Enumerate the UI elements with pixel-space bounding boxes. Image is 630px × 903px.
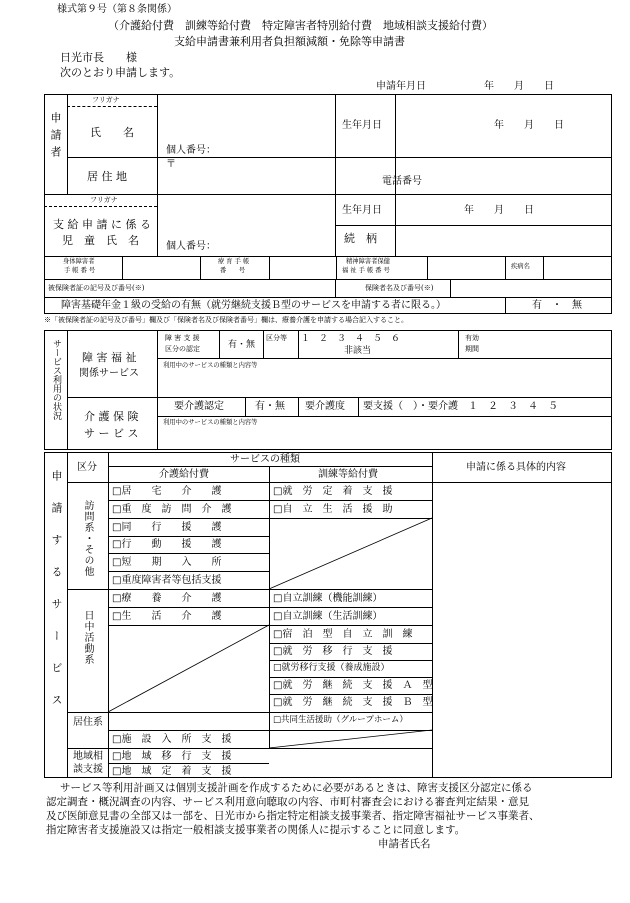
addressee: 日光市長 様 (60, 51, 137, 64)
insured-number-label: 被保険者証の記号及び番号(※) (48, 284, 145, 292)
care-insurance-label1: 介 護 保 険 (84, 410, 139, 423)
applicant-birth-value[interactable]: 年 月 日 (494, 120, 564, 131)
applicant-furigana-label: フリガナ (92, 96, 120, 104)
applicant-section-label: 申請者 (49, 112, 62, 163)
child-relation-label: 続 柄 (344, 232, 377, 245)
applicant-address-label: 居 住 地 (87, 170, 127, 183)
support-cert-label1: 障 害 支 援 (165, 334, 200, 342)
apply-date-value[interactable]: 年 月 日 (484, 81, 554, 92)
day-activity-group-label: 日中活動系 (82, 610, 93, 665)
care-level-label: 要介護度 (305, 401, 345, 412)
welfare-in-use-label: 利用中のサービスの種類と内容等 (163, 362, 258, 369)
service-option-regional-transition[interactable]: □地 域 移 行 支 援 (112, 751, 232, 762)
support-need-options[interactable]: 要支援（ ）・要介護 １ ２ ３ ４ ５ (363, 401, 558, 412)
support-cert-yes-no[interactable]: 有・無 (228, 340, 256, 350)
service-option-employment-transition[interactable]: □就 労 移 行 支 援 (273, 646, 393, 657)
valid-period-label1: 有効 (465, 334, 479, 342)
applicant-birth-label: 生年月日 (342, 120, 382, 131)
consent-line3: 及び医師意見書の全部又は一部を、日光市から指定特定相談支援事業者、指定障害福祉サービス事業者、 (46, 810, 540, 822)
service-option-continuation-a[interactable]: □就 労 継 続 支 援 Ａ 型 (273, 680, 433, 691)
valid-period-label2: 期間 (465, 345, 479, 353)
service-types-header: サービスの種類 (230, 454, 300, 465)
service-option-functional-training[interactable]: □自立訓練（機能訓練） (273, 593, 383, 604)
care-in-use-label: 利用中のサービスの種類と内容等 (163, 419, 258, 426)
applicant-signature-label[interactable]: 申請者氏名 (378, 838, 431, 850)
applicant-name-label: 氏 名 (90, 126, 134, 139)
mental-notebook-label2: 福 祉 手 帳 番 号 (342, 267, 390, 274)
insurance-note: ※「被保険者証の記号及び番号」欄及び「保険者名及び保険者番号」欄は、療養介護を申請する場合記入すること。 (44, 316, 408, 324)
usage-section-label: サービス利用の状況 (51, 339, 61, 420)
consent-line4: 指定障害者支援施設又は指定一般相談支援事業者の関係人に提示することに同意します。 (46, 824, 466, 836)
category-header: 区分 (77, 462, 97, 473)
service-option-regional-settlement[interactable]: □地 域 定 着 支 援 (112, 766, 232, 777)
residence-group-label: 居住系 (73, 717, 103, 728)
service-option-life-training[interactable]: □自立訓練（生活訓練） (273, 611, 383, 622)
care-cert-label: 要介護認定 (174, 401, 224, 412)
service-option-behavior[interactable]: □行 動 援 護 (112, 539, 222, 550)
care-insurance-label2: サ ー ビ ス (84, 427, 139, 440)
not-applicable-label[interactable]: 非該当 (344, 346, 372, 356)
service-option-transition-training-facility[interactable]: □就労移行支援（養成施設） (273, 663, 390, 673)
consent-line1: サービス等利用計画又は個別支援計画を作成するために必要があるときは、障害支援区分認定に係る (60, 782, 533, 794)
service-option-employment-retention[interactable]: □就 労 定 着 支 援 (273, 486, 393, 497)
welfare-service-label1: 障 害 福 祉 (82, 351, 137, 364)
care-cert-yes-no[interactable]: 有・無 (255, 401, 285, 412)
service-option-group-home[interactable]: □共同生活援助（グループホーム） (273, 715, 408, 725)
service-option-continuation-b[interactable]: □就 労 継 続 支 援 Ｂ 型 (273, 697, 433, 708)
training-benefit-header: 訓練等給付費 (318, 469, 378, 480)
applicant-individual-no[interactable]: 個人番号： (166, 145, 216, 156)
form-title-line1: （介護給付費 訓練等給付費 特定障害者特別給付費 地域相談支援給付費） (108, 19, 493, 32)
service-option-accompany[interactable]: □同 行 援 護 (112, 522, 222, 533)
physical-notebook-label2: 手 帳 番 号 (64, 267, 96, 274)
child-birth-label: 生年月日 (342, 205, 382, 216)
welfare-service-label2: 関係サービス (79, 368, 139, 379)
service-option-home-care[interactable]: □居 宅 介 護 (112, 486, 222, 497)
child-label-line1: 支 給 申 請 に 係 る (53, 218, 151, 231)
postal-mark: 〒 (166, 159, 176, 170)
mental-notebook-label1: 精神障害者保健 (346, 258, 391, 265)
child-birth-value[interactable]: 年 月 日 (464, 205, 534, 216)
service-option-comprehensive[interactable]: □重度障害者等包括支援 (112, 575, 222, 586)
consent-line2: 認定調査・概況調査の内容、サービス利用意向聴取の内容、市町村審査会における審査判定結果・意見 (46, 796, 529, 808)
form-number: 様式第９号（第８条関係） (57, 4, 177, 15)
visit-group-label: 訪問系・その他 (82, 500, 93, 577)
service-option-facility-admission[interactable]: □施 設 入 所 支 援 (112, 734, 232, 745)
specific-content-header: 申請に係る具体的内容 (466, 462, 566, 473)
service-option-short-stay[interactable]: □短 期 入 所 (112, 557, 222, 568)
service-option-independent-living[interactable]: □自 立 生 活 援 助 (273, 504, 393, 515)
care-benefit-header: 介護給付費 (159, 469, 209, 480)
disease-label: 疾病名 (511, 263, 530, 270)
insurer-label: 保険者名及び番号(※) (365, 284, 434, 292)
child-individual-no[interactable]: 個人番号： (166, 241, 216, 252)
pension-yes-no[interactable]: 有 ・ 無 (532, 300, 582, 311)
services-section-label: 申請するサービス (50, 470, 63, 726)
service-option-life-care[interactable]: □生 活 介 護 (112, 611, 222, 622)
classification-label: 区分等 (266, 334, 287, 342)
physical-notebook-label1: 身体障害者 (63, 258, 95, 265)
service-option-medical-care[interactable]: □療 養 介 護 (112, 593, 222, 604)
child-furigana-label: フリガナ (90, 196, 118, 204)
service-option-severe-visit[interactable]: □重 度 訪 問 介 護 (112, 504, 232, 515)
form-title-line2: 支給申請書兼利用者負担額減額・免除等申請書 (174, 35, 405, 48)
service-option-residential-training[interactable]: □宿 泊 型 自 立 訓 練 (273, 629, 413, 640)
classification-numbers[interactable]: １ ２ ３ ４ ５ ６ (301, 334, 401, 344)
rehab-notebook-label1: 療 育 手 帳 (218, 258, 250, 265)
rehab-notebook-label2: 番 号 (220, 267, 246, 274)
child-label-line2: 児 童 氏 名 (62, 234, 139, 247)
regional-group-label: 地域相談支援 (73, 751, 103, 775)
support-cert-label2: 区分の認定 (165, 345, 200, 353)
pension-question: 障害基礎年金１級の受給の有無（就労継続支援Ｂ型のサービスを申請する者に限る。） (61, 300, 446, 311)
intro-text: 次のとおり申請します。 (60, 66, 181, 79)
applicant-phone-label[interactable]: 電話番号 (382, 176, 422, 187)
apply-date-label: 申請年月日 (376, 81, 426, 92)
